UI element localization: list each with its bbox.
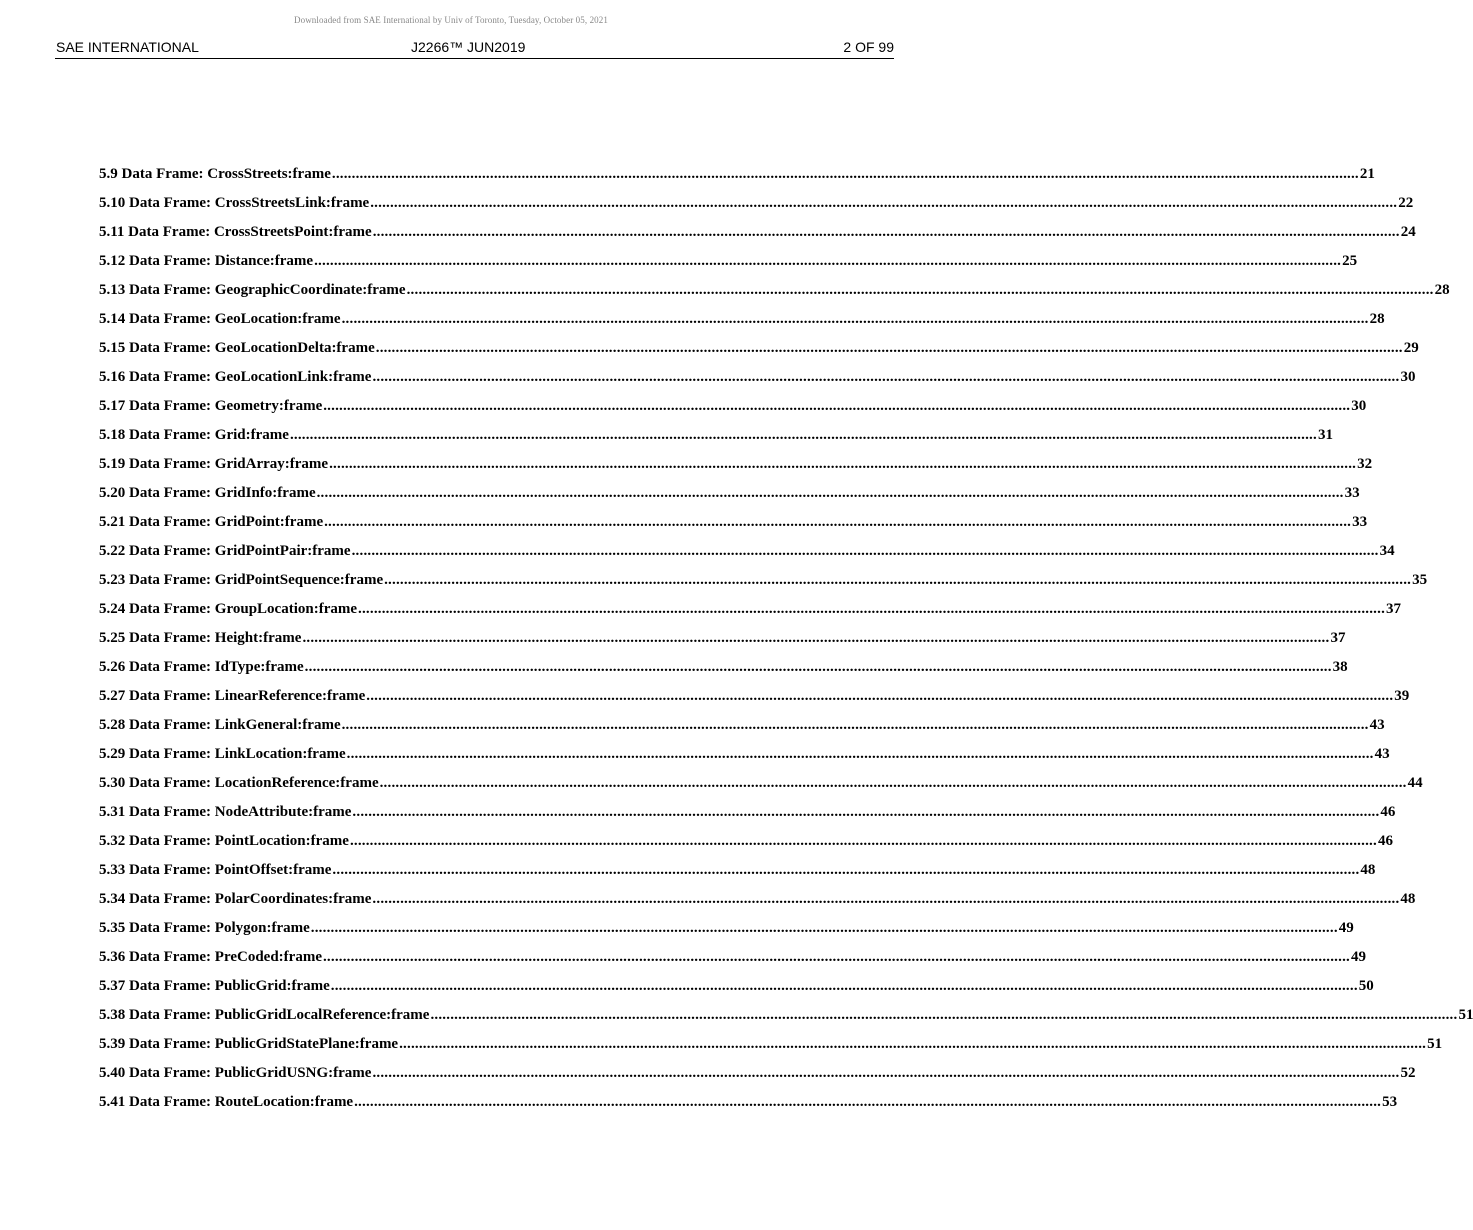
toc-entry-page: 51 [1458,1007,1473,1023]
toc-entry[interactable] [99,456,1373,485]
toc-entry-title: 5.11 Data Frame: CrossStreetsPoint:frame [99,224,372,240]
toc-entry-title: 5.12 Data Frame: Distance:frame [99,253,314,269]
toc-entry-page: 28 [1434,282,1450,298]
toc-entry-page: 28 [1369,311,1385,327]
header-page-number: 2 OF 99 [843,39,894,55]
toc-entry-title: 5.16 Data Frame: GeoLocationLink:frame [99,369,372,385]
table-of-contents [99,166,1473,1123]
toc-entry-title: 5.25 Data Frame: Height:frame [99,630,302,646]
toc-dot-leader: .................................................................................................................................................................................................................................................................... [346,746,1374,762]
page-header [55,38,894,59]
toc-entry[interactable] [99,282,1450,311]
toc-dot-leader: .................................................................................................................................................................................................................................................................... [314,253,1342,269]
toc-entry-page: 52 [1400,1065,1416,1081]
toc-entry[interactable] [99,601,1402,630]
toc-entry-page: 31 [1317,427,1333,443]
toc-entry-page: 48 [1400,891,1416,907]
toc-entry-title: 5.22 Data Frame: GridPointPair:frame [99,543,351,559]
toc-entry-page: 25 [1342,253,1358,269]
toc-entry-page: 34 [1379,543,1395,559]
toc-entry-page: 21 [1359,166,1375,182]
toc-entry-page: 46 [1380,804,1396,820]
toc-entry-title: 5.19 Data Frame: GridArray:frame [99,456,329,472]
toc-entry[interactable] [99,949,1366,978]
toc-entry-title: 5.9 Data Frame: CrossStreets:frame [99,166,331,182]
toc-dot-leader: .................................................................................................................................................................................................................................................................... [399,1036,1427,1052]
toc-entry[interactable] [99,166,1375,195]
toc-entry-page: 48 [1360,862,1376,878]
toc-dot-leader: .................................................................................................................................................................................................................................................................... [302,630,1330,646]
download-banner: Downloaded from SAE International by Univ of Toronto, Tuesday, October 05, 2021 [294,15,608,25]
toc-entry-page: 51 [1427,1036,1443,1052]
toc-entry-page: 53 [1382,1094,1398,1110]
toc-entry[interactable] [99,427,1333,456]
toc-dot-leader: .................................................................................................................................................................................................................................................................... [406,282,1434,298]
toc-entry-page: 37 [1386,601,1402,617]
toc-entry[interactable] [99,485,1360,514]
toc-entry-title: 5.31 Data Frame: NodeAttribute:frame [99,804,352,820]
toc-entry-title: 5.29 Data Frame: LinkLocation:frame [99,746,346,762]
toc-entry-page: 35 [1412,572,1428,588]
toc-dot-leader: .................................................................................................................................................................................................................................................................... [370,195,1398,211]
toc-entry[interactable] [99,311,1385,340]
toc-entry[interactable] [99,688,1410,717]
toc-entry[interactable] [99,746,1390,775]
toc-entry[interactable] [99,891,1416,920]
toc-dot-leader: .................................................................................................................................................................................................................................................................... [323,398,1351,414]
toc-entry[interactable] [99,920,1354,949]
toc-entry[interactable] [99,1065,1416,1094]
toc-entry-page: 46 [1377,833,1393,849]
toc-entry-title: 5.39 Data Frame: PublicGridStatePlane:frame [99,1036,399,1052]
toc-entry-title: 5.10 Data Frame: CrossStreetsLink:frame [99,195,370,211]
toc-entry-page: 49 [1338,920,1354,936]
toc-entry-page: 29 [1403,340,1419,356]
toc-entry-page: 30 [1400,369,1416,385]
toc-entry[interactable] [99,340,1419,369]
toc-entry[interactable] [99,1036,1443,1065]
toc-entry-page: 33 [1352,514,1368,530]
toc-entry-page: 43 [1369,717,1385,733]
toc-entry[interactable] [99,514,1368,543]
toc-entry-title: 5.15 Data Frame: GeoLocationDelta:frame [99,340,375,356]
toc-dot-leader: .................................................................................................................................................................................................................................................................... [329,456,1357,472]
toc-dot-leader: .................................................................................................................................................................................................................................................................... [372,224,1400,240]
toc-entry-title: 5.17 Data Frame: Geometry:frame [99,398,323,414]
toc-dot-leader: .................................................................................................................................................................................................................................................................... [379,775,1407,791]
toc-dot-leader: .................................................................................................................................................................................................................................................................... [332,862,1360,878]
toc-dot-leader: .................................................................................................................................................................................................................................................................... [304,659,1332,675]
header-organization: SAE INTERNATIONAL [56,39,199,55]
toc-entry-title: 5.14 Data Frame: GeoLocation:frame [99,311,341,327]
toc-entry[interactable] [99,978,1374,1007]
toc-entry-title: 5.24 Data Frame: GroupLocation:frame [99,601,358,617]
toc-entry-title: 5.41 Data Frame: RouteLocation:frame [99,1094,354,1110]
toc-entry-page: 43 [1374,746,1390,762]
toc-entry-title: 5.32 Data Frame: PointLocation:frame [99,833,349,849]
toc-entry[interactable] [99,543,1395,572]
toc-dot-leader: .................................................................................................................................................................................................................................................................... [352,804,1380,820]
toc-entry-title: 5.23 Data Frame: GridPointSequence:frame [99,572,384,588]
toc-entry-title: 5.37 Data Frame: PublicGrid:frame [99,978,330,994]
toc-dot-leader: .................................................................................................................................................................................................................................................................... [384,572,1412,588]
toc-entry[interactable] [99,862,1376,891]
toc-entry[interactable] [99,369,1416,398]
toc-entry[interactable] [99,717,1385,746]
toc-entry-page: 38 [1332,659,1348,675]
toc-entry-title: 5.20 Data Frame: GridInfo:frame [99,485,316,501]
toc-dot-leader: .................................................................................................................................................................................................................................................................... [375,340,1403,356]
toc-entry-title: 5.18 Data Frame: Grid:frame [99,427,289,443]
toc-entry[interactable] [99,833,1393,862]
toc-entry-page: 44 [1407,775,1423,791]
toc-entry-title: 5.34 Data Frame: PolarCoordinates:frame [99,891,372,907]
toc-entry[interactable] [99,775,1423,804]
toc-entry-title: 5.26 Data Frame: IdType:frame [99,659,304,675]
toc-dot-leader: .................................................................................................................................................................................................................................................................... [316,485,1344,501]
toc-entry[interactable] [99,195,1414,224]
toc-dot-leader: .................................................................................................................................................................................................................................................................... [310,920,1338,936]
toc-entry-page: 32 [1357,456,1373,472]
toc-dot-leader: .................................................................................................................................................................................................................................................................... [341,311,1369,327]
toc-dot-leader: .................................................................................................................................................................................................................................................................... [322,949,1350,965]
toc-dot-leader: .................................................................................................................................................................................................................................................................... [366,688,1394,704]
toc-entry-page: 22 [1398,195,1414,211]
toc-entry-title: 5.21 Data Frame: GridPoint:frame [99,514,324,530]
toc-entry[interactable] [99,630,1346,659]
toc-dot-leader: .................................................................................................................................................................................................................................................................... [330,978,1358,994]
toc-dot-leader: .................................................................................................................................................................................................................................................................... [341,717,1369,733]
toc-entry-title: 5.35 Data Frame: Polygon:frame [99,920,310,936]
toc-dot-leader: .................................................................................................................................................................................................................................................................... [372,891,1400,907]
toc-entry[interactable] [99,224,1416,253]
toc-entry-title: 5.40 Data Frame: PublicGridUSNG:frame [99,1065,372,1081]
toc-entry[interactable] [99,572,1428,601]
toc-dot-leader: .................................................................................................................................................................................................................................................................... [358,601,1386,617]
toc-dot-leader: .................................................................................................................................................................................................................................................................... [331,166,1359,182]
toc-entry-page: 50 [1358,978,1374,994]
toc-entry[interactable] [99,659,1348,688]
toc-entry-title: 5.28 Data Frame: LinkGeneral:frame [99,717,341,733]
toc-entry-title: 5.36 Data Frame: PreCoded:frame [99,949,322,965]
toc-entry-title: 5.33 Data Frame: PointOffset:frame [99,862,332,878]
toc-dot-leader: .................................................................................................................................................................................................................................................................... [430,1007,1458,1023]
toc-entry-page: 37 [1330,630,1346,646]
toc-entry[interactable] [99,1007,1473,1036]
toc-dot-leader: .................................................................................................................................................................................................................................................................... [351,543,1379,559]
toc-entry[interactable] [99,804,1396,833]
toc-dot-leader: .................................................................................................................................................................................................................................................................... [349,833,1377,849]
toc-entry-page: 39 [1394,688,1410,704]
toc-entry-title: 5.38 Data Frame: PublicGridLocalReference:frame [99,1007,430,1023]
toc-dot-leader: .................................................................................................................................................................................................................................................................... [324,514,1352,530]
toc-entry-title: 5.30 Data Frame: LocationReference:frame [99,775,379,791]
toc-entry-page: 49 [1350,949,1366,965]
toc-entry[interactable] [99,398,1367,427]
toc-entry-page: 30 [1351,398,1367,414]
toc-dot-leader: .................................................................................................................................................................................................................................................................... [289,427,1317,443]
header-document-id: J2266™ JUN2019 [411,39,526,55]
toc-dot-leader: .................................................................................................................................................................................................................................................................... [372,369,1400,385]
toc-entry-page: 33 [1344,485,1360,501]
toc-dot-leader: .................................................................................................................................................................................................................................................................... [354,1094,1382,1110]
toc-entry-title: 5.13 Data Frame: GeographicCoordinate:frame [99,282,406,298]
toc-entry[interactable] [99,1094,1398,1123]
toc-entry[interactable] [99,253,1358,282]
toc-entry-title: 5.27 Data Frame: LinearReference:frame [99,688,366,704]
toc-dot-leader: .................................................................................................................................................................................................................................................................... [372,1065,1400,1081]
toc-entry-page: 24 [1400,224,1416,240]
